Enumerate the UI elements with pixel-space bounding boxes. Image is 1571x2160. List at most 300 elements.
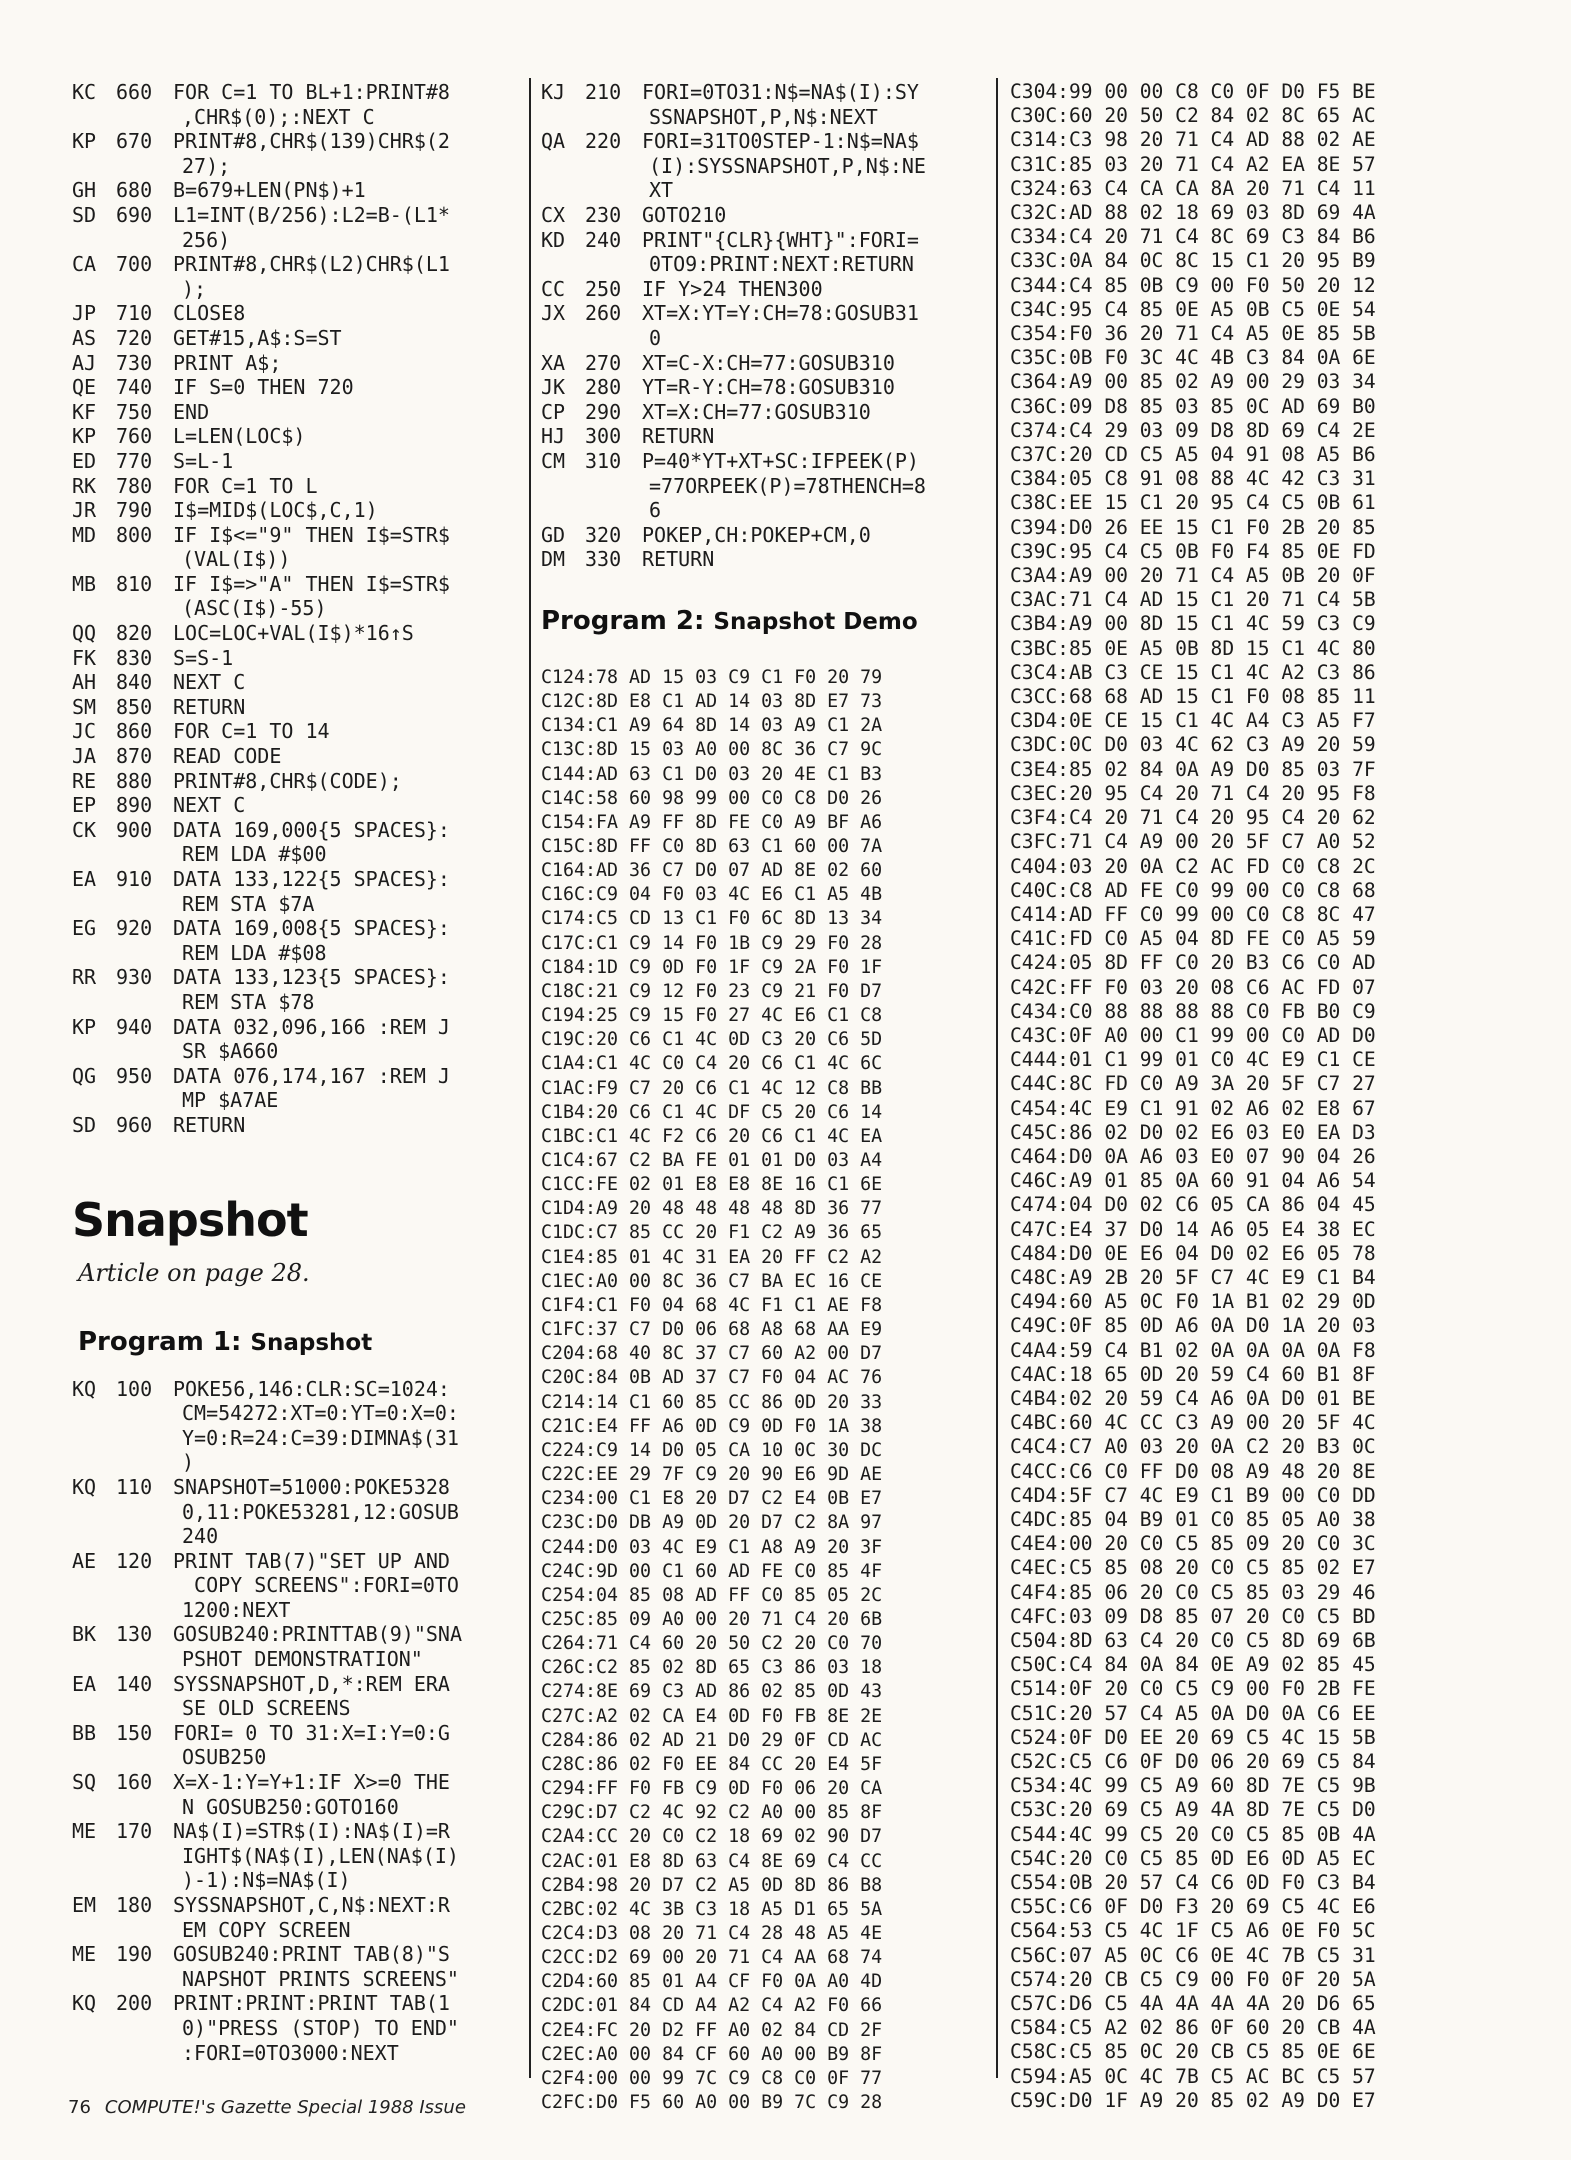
code-text: PRINT#8,CHR$(L2)CHR$(L1 ); <box>173 252 450 301</box>
hex-line: C2FC:D0 F5 60 A0 00 B9 7C C9 28 <box>541 2092 883 2114</box>
checksum: KD <box>541 227 566 252</box>
code-line <box>72 867 532 916</box>
hex-line: C344:C4 85 0B C9 00 F0 50 20 12 <box>1010 273 1376 297</box>
hex-line: C1D4:A9 20 48 48 48 48 8D 36 77 <box>541 1198 883 1220</box>
checksum: BB <box>72 1720 97 1745</box>
program-2-heading <box>541 606 993 636</box>
code-line <box>72 1549 532 1623</box>
line-number: 770 <box>116 448 153 473</box>
code-line <box>72 769 532 794</box>
hex-line: C544:4C 99 C5 20 C0 C5 85 0B 4A <box>1010 1822 1376 1846</box>
code-line <box>72 1475 532 1549</box>
hex-line: C554:0B 20 57 C4 C6 0D F0 C3 B4 <box>1010 1871 1376 1895</box>
hex-line: C424:05 8D FF C0 20 B3 C6 C0 AD <box>1010 951 1376 975</box>
code-line <box>541 203 993 228</box>
line-number: 110 <box>116 1474 153 1499</box>
hex-line: C234:00 C1 E8 20 D7 C2 E4 0B E7 <box>541 1488 883 1510</box>
hex-line: C3C4:AB C3 CE 15 C1 4C A2 C3 86 <box>1010 660 1376 684</box>
hex-line: C464:D0 0A A6 03 E0 07 90 04 26 <box>1010 1144 1376 1168</box>
checksum: EG <box>72 916 97 941</box>
code-text: RETURN <box>173 1112 246 1137</box>
line-number: 820 <box>116 621 153 646</box>
code-text: NA$(I)=STR$(I):NA$(I)=R IGHT$(NA$(I),LEN(NA$(I) )-1):N$=NA$(I) <box>173 1819 459 1893</box>
hex-line: C154:FA A9 FF 8D FE C0 A9 BF A6 <box>541 811 883 833</box>
checksum: AE <box>72 1548 97 1573</box>
hex-line: C58C:C5 85 0C 20 CB C5 85 0E 6E <box>1010 2040 1376 2064</box>
hex-line: C24C:9D 00 C1 60 AD FE C0 85 4F <box>541 1560 883 1582</box>
code-line <box>72 818 532 867</box>
line-number: 710 <box>116 301 153 326</box>
code-text: DATA 032,096,166 :REM J SR $A660 <box>173 1014 450 1064</box>
checksum: DM <box>541 547 566 572</box>
line-number: 740 <box>116 375 153 400</box>
code-text: PRINT TAB(7)"SET UP AND COPY SCREENS":FORI=0TO 1200:NEXT <box>173 1548 459 1622</box>
line-number: 900 <box>116 817 153 842</box>
hex-line: C30C:60 20 50 C2 84 02 8C 65 AC <box>1010 104 1376 128</box>
hex-line: C1A4:C1 4C C0 C4 20 C6 C1 4C 6C <box>541 1053 883 1075</box>
code-line <box>72 498 532 523</box>
hex-line: C434:C0 88 88 88 88 C0 FB B0 C9 <box>1010 999 1376 1023</box>
code-text: FORI=31TO0STEP-1:N$=NA$ (I):SYSSNAPSHOT,P,N$:NE XT <box>642 129 926 203</box>
hex-line: C45C:86 02 D0 02 E6 03 E0 EA D3 <box>1010 1120 1376 1144</box>
hex-line: C414:AD FF C0 99 00 C0 C8 8C 47 <box>1010 902 1376 926</box>
line-number: 870 <box>116 744 153 769</box>
hex-line: C4E4:00 20 C0 C5 85 09 20 C0 3C <box>1010 1532 1376 1556</box>
code-line <box>72 1064 532 1113</box>
checksum: EM <box>72 1893 97 1917</box>
hex-line: C2CC:D2 69 00 20 71 C4 AA 68 74 <box>541 1947 883 1969</box>
hex-line: C23C:D0 DB A9 0D 20 D7 C2 8A 97 <box>541 1512 883 1534</box>
code-text: S=S-1 <box>173 645 234 670</box>
line-number: 120 <box>116 1548 153 1573</box>
hex-line: C17C:C1 C9 14 F0 1B C9 29 F0 28 <box>541 932 883 954</box>
hex-line: C214:14 C1 60 85 CC 86 0D 20 33 <box>541 1391 883 1413</box>
program-1-listing-continued <box>541 80 993 572</box>
code-line <box>541 400 993 425</box>
checksum: MB <box>72 571 97 596</box>
hex-line: C32C:AD 88 02 18 69 03 8D 69 4A <box>1010 201 1376 225</box>
code-text: GOTO210 <box>642 202 727 227</box>
line-number: 760 <box>116 424 153 449</box>
code-text: GOSUB240:PRINT TAB(8)"S NAPSHOT PRINTS SCREENS" <box>173 1942 459 1991</box>
code-line <box>541 375 993 400</box>
hex-line: C194:25 C9 15 F0 27 4C E6 C1 C8 <box>541 1005 883 1027</box>
code-text: NEXT C <box>173 793 246 818</box>
line-number: 300 <box>585 424 622 449</box>
line-number: 910 <box>116 867 153 891</box>
line-number: 920 <box>116 916 153 941</box>
hex-line: C3FC:71 C4 A9 00 20 5F C7 A0 52 <box>1010 830 1376 854</box>
code-text: L1=INT(B/256):L2=B-(L1* 256) <box>173 202 450 252</box>
line-number: 950 <box>116 1063 153 1088</box>
code-line <box>72 1622 532 1671</box>
hex-line: C1F4:C1 F0 04 68 4C F1 C1 AE F8 <box>541 1294 883 1316</box>
hex-dump-part-2 <box>1010 80 1480 2113</box>
checksum: CA <box>72 252 97 277</box>
hex-line: C31C:85 03 20 71 C4 A2 EA 8E 57 <box>1010 152 1376 176</box>
code-text: I$=MID$(LOC$,C,1) <box>173 498 378 523</box>
code-line <box>72 1991 532 2065</box>
code-line <box>72 449 532 474</box>
code-text: GET#15,A$:S=ST <box>173 325 342 350</box>
hex-line: C564:53 C5 4C 1F C5 A6 0E F0 5C <box>1010 1919 1376 1943</box>
hex-line: C42C:FF F0 03 20 08 C6 AC FD 07 <box>1010 975 1376 999</box>
checksum: KF <box>72 399 97 424</box>
code-line <box>541 424 993 449</box>
hex-line: C46C:A9 01 85 0A 60 91 04 A6 54 <box>1010 1169 1376 1193</box>
code-line <box>72 1113 532 1138</box>
code-text: PRINT#8,CHR$(CODE); <box>173 768 402 793</box>
line-number: 730 <box>116 350 153 375</box>
hex-line: C164:AD 36 C7 D0 07 AD 8E 02 60 <box>541 860 883 882</box>
checksum: SD <box>72 1112 97 1137</box>
line-number: 240 <box>585 227 622 252</box>
code-text: FORI= 0 TO 31:X=I:Y=0:G OSUB250 <box>173 1720 450 1770</box>
line-number: 700 <box>116 252 153 277</box>
hex-line: C514:0F 20 C0 C5 C9 00 F0 2B FE <box>1010 1677 1376 1701</box>
line-number: 250 <box>585 276 622 301</box>
checksum: BK <box>72 1622 97 1647</box>
code-line <box>72 1721 532 1770</box>
hex-line: C1AC:F9 C7 20 C6 C1 4C 12 C8 BB <box>541 1077 883 1099</box>
code-line <box>72 424 532 449</box>
checksum: AS <box>72 325 97 350</box>
code-text: PRINT#8,CHR$(139)CHR$(2 27); <box>173 129 450 178</box>
checksum: GD <box>541 522 566 547</box>
code-line <box>541 547 993 572</box>
code-text: RETURN <box>173 694 246 719</box>
code-text: XT=C-X:CH=77:GOSUB310 <box>642 350 895 375</box>
code-line <box>72 572 532 621</box>
hex-line: C15C:8D FF C0 8D 63 C1 60 00 7A <box>541 835 883 857</box>
hex-line: C124:78 AD 15 03 C9 C1 F0 20 79 <box>541 666 883 688</box>
hex-line: C1CC:FE 02 01 E8 E8 8E 16 C1 6E <box>541 1174 883 1196</box>
code-text: POKE56,146:CLR:SC=1024: CM=54272:XT=0:YT=0:X=0: Y=0:R=24:C=39:DIMNA$(31 ) <box>173 1376 459 1475</box>
hex-line: C29C:D7 C2 4C 92 C2 A0 00 85 8F <box>541 1802 883 1824</box>
code-text: PRINT:PRINT:PRINT TAB(1 0)"PRESS (STOP) TO END" :FORI=0TO3000:NEXT <box>173 1991 459 2065</box>
checksum: CX <box>541 202 566 227</box>
checksum: ED <box>72 448 97 473</box>
code-text: END <box>173 399 210 424</box>
hex-line: C2BC:02 4C 3B C3 18 A5 D1 65 5A <box>541 1898 883 1920</box>
checksum: EA <box>72 1671 97 1696</box>
code-text: FOR C=1 TO L <box>173 473 318 498</box>
line-number: 930 <box>116 965 153 990</box>
hex-line: C534:4C 99 C5 A9 60 8D 7E C5 9B <box>1010 1774 1376 1798</box>
checksum: AJ <box>72 350 97 375</box>
code-text: IF Y>24 THEN300 <box>642 276 823 301</box>
hex-line: C27C:A2 02 CA E4 0D F0 FB 8E 2E <box>541 1705 883 1727</box>
article-reference: Article on page 28. <box>78 1258 310 1287</box>
checksum: JR <box>72 498 97 523</box>
hex-line: C18C:21 C9 12 F0 23 C9 21 F0 D7 <box>541 980 883 1002</box>
hex-line: C59C:D0 1F A9 20 85 02 A9 D0 E7 <box>1010 2088 1376 2112</box>
column-1 <box>72 80 532 2065</box>
hex-line: C144:AD 63 C1 D0 03 20 4E C1 B3 <box>541 763 883 785</box>
code-text: IF S=0 THEN 720 <box>173 375 354 400</box>
hex-line: C3E4:85 02 84 0A A9 D0 85 03 7F <box>1010 757 1376 781</box>
hex-line: C53C:20 69 C5 A9 4A 8D 7E C5 D0 <box>1010 1798 1376 1822</box>
code-line <box>72 1893 532 1942</box>
line-number: 290 <box>585 399 622 424</box>
line-number: 170 <box>116 1819 153 1844</box>
code-text: P=40*YT+XT+SC:IFPEEK(P) =77ORPEEK(P)=78THENCH=8 6 <box>642 448 926 523</box>
code-text: PRINT A$; <box>173 350 282 375</box>
hex-line: C20C:84 0B AD 37 C7 F0 04 AC 76 <box>541 1367 883 1389</box>
hex-line: C4B4:02 20 59 C4 A6 0A D0 01 BE <box>1010 1386 1376 1410</box>
code-text: SYSSNAPSHOT,C,N$:NEXT:R EM COPY SCREEN <box>173 1893 450 1942</box>
hex-line: C57C:D6 C5 4A 4A 4A 4A 20 D6 65 <box>1010 1992 1376 2016</box>
checksum: CK <box>72 817 97 842</box>
code-text: GOSUB240:PRINTTAB(9)"SNA PSHOT DEMONSTRATION" <box>173 1622 462 1672</box>
code-text: L=LEN(LOC$) <box>173 424 306 449</box>
checksum: EP <box>72 793 97 818</box>
hex-line: C394:D0 26 EE 15 C1 F0 2B 20 85 <box>1010 515 1376 539</box>
checksum: JA <box>72 744 97 769</box>
code-line <box>72 646 532 671</box>
page-number: 76 <box>68 2097 91 2118</box>
line-number: 190 <box>116 1942 153 1967</box>
line-number: 320 <box>585 522 622 547</box>
hex-line: C2DC:01 84 CD A4 A2 C4 A2 F0 66 <box>541 1995 883 2017</box>
code-text: RETURN <box>642 547 715 572</box>
program-2-label: Program 2: <box>541 605 705 636</box>
hex-line: C1B4:20 C6 C1 4C DF C5 20 C6 14 <box>541 1101 883 1123</box>
line-number: 860 <box>116 719 153 744</box>
code-line <box>72 1770 532 1819</box>
line-number: 150 <box>116 1720 153 1745</box>
code-line <box>72 1377 532 1475</box>
hex-line: C3B4:A9 00 8D 15 C1 4C 59 C3 C9 <box>1010 612 1376 636</box>
hex-line: C484:D0 0E E6 04 D0 02 E6 05 78 <box>1010 1241 1376 1265</box>
line-number: 850 <box>116 694 153 719</box>
code-line <box>72 1015 532 1064</box>
hex-line: C56C:07 A5 0C C6 0E 4C 7B C5 31 <box>1010 1943 1376 1967</box>
line-number: 660 <box>116 80 153 104</box>
code-line <box>72 695 532 720</box>
checksum: ME <box>72 1942 97 1967</box>
hex-line: C4AC:18 65 0D 20 59 C4 60 B1 8F <box>1010 1362 1376 1386</box>
hex-line: C474:04 D0 02 C6 05 CA 86 04 45 <box>1010 1193 1376 1217</box>
code-text: DATA 169,000{5 SPACES}: REM LDA #$00 <box>173 817 450 867</box>
code-text: IF I$=>"A" THEN I$=STR$ (ASC(I$)-55) <box>173 571 450 621</box>
hex-line: C204:68 40 8C 37 C7 60 A2 00 D7 <box>541 1343 883 1365</box>
hex-line: C384:05 C8 91 08 88 4C 42 C3 31 <box>1010 467 1376 491</box>
checksum: EA <box>72 867 97 891</box>
hex-line: C34C:95 C4 85 0E A5 0B C5 0E 54 <box>1010 297 1376 321</box>
line-number: 270 <box>585 350 622 375</box>
line-number: 830 <box>116 645 153 670</box>
hex-line: C4EC:C5 85 08 20 C0 C5 85 02 E7 <box>1010 1556 1376 1580</box>
checksum: JC <box>72 719 97 744</box>
code-line <box>72 80 532 129</box>
hex-line: C3CC:68 68 AD 15 C1 F0 08 85 11 <box>1010 685 1376 709</box>
hex-line: C224:C9 14 D0 05 CA 10 0C 30 DC <box>541 1439 883 1461</box>
code-line <box>72 129 532 178</box>
checksum: JK <box>541 375 566 400</box>
checksum: QQ <box>72 621 97 646</box>
hex-line: C2B4:98 20 D7 C2 A5 0D 8D 86 B8 <box>541 1874 883 1896</box>
hex-line: C374:C4 29 03 09 D8 8D 69 C4 2E <box>1010 418 1376 442</box>
hex-line: C12C:8D E8 C1 AD 14 03 8D E7 73 <box>541 691 883 713</box>
hex-line: C3A4:A9 00 20 71 C4 A5 0B 20 0F <box>1010 564 1376 588</box>
line-number: 130 <box>116 1622 153 1647</box>
hex-line: C19C:20 C6 C1 4C 0D C3 20 C6 5D <box>541 1029 883 1051</box>
hex-line: C39C:95 C4 C5 0B F0 F4 85 0E FD <box>1010 539 1376 563</box>
hex-dump-part-1 <box>541 666 993 2115</box>
hex-line: C584:C5 A2 02 86 0F 60 20 CB 4A <box>1010 2016 1376 2040</box>
checksum: SM <box>72 694 97 719</box>
code-text: NEXT C <box>173 670 246 695</box>
hex-line: C4CC:C6 C0 FF D0 08 A9 48 20 8E <box>1010 1459 1376 1483</box>
hex-line: C2D4:60 85 01 A4 CF F0 0A A0 4D <box>541 1971 883 1993</box>
hex-line: C4D4:5F C7 4C E9 C1 B9 00 C0 DD <box>1010 1483 1376 1507</box>
hex-line: C1C4:67 C2 BA FE 01 01 D0 03 A4 <box>541 1150 883 1171</box>
checksum: CM <box>541 448 566 473</box>
code-text: RETURN <box>642 424 715 449</box>
publication-name: COMPUTE!'s Gazette Special 1988 Issue <box>104 2097 466 2118</box>
checksum: GH <box>72 178 97 203</box>
line-number: 940 <box>116 1014 153 1039</box>
checksum: QE <box>72 375 97 400</box>
code-line <box>72 621 532 646</box>
line-number: 680 <box>116 178 153 203</box>
hex-line: C594:A5 0C 4C 7B C5 AC BC C5 57 <box>1010 2064 1376 2088</box>
column-divider-right <box>996 78 998 2078</box>
checksum: KQ <box>72 1991 97 2016</box>
checksum: QG <box>72 1063 97 1088</box>
line-number: 220 <box>585 129 622 154</box>
hex-line: C134:C1 A9 64 8D 14 03 A9 C1 2A <box>541 715 883 737</box>
hex-line: C4C4:C7 A0 03 20 0A C2 20 B3 0C <box>1010 1435 1376 1459</box>
code-line <box>541 129 993 203</box>
hex-line: C1EC:A0 00 8C 36 C7 BA EC 16 CE <box>541 1270 883 1292</box>
checksum: HJ <box>541 424 566 449</box>
program-1-label: Program 1: <box>78 1326 242 1357</box>
hex-line: C37C:20 CD C5 A5 04 91 08 A5 B6 <box>1010 443 1376 467</box>
program-1-name: Snapshot <box>250 1329 373 1356</box>
hex-line: C28C:86 02 F0 EE 84 CC 20 E4 5F <box>541 1753 883 1775</box>
line-number: 280 <box>585 375 622 400</box>
hex-line: C26C:C2 85 02 8D 65 C3 86 03 18 <box>541 1657 883 1679</box>
hex-line: C294:FF F0 FB C9 0D F0 06 20 CA <box>541 1778 883 1800</box>
checksum: JP <box>72 301 97 326</box>
hex-line: C50C:C4 84 0A 84 0E A9 02 85 45 <box>1010 1653 1376 1677</box>
code-text: POKEP,CH:POKEP+CM,0 <box>642 522 871 547</box>
hex-line: C174:C5 CD 13 C1 F0 6C 8D 13 34 <box>541 908 883 930</box>
checksum: CC <box>541 276 566 301</box>
hex-line: C314:C3 98 20 71 C4 AD 88 02 AE <box>1010 128 1376 152</box>
line-number: 310 <box>585 448 622 473</box>
hex-line: C3BC:85 0E A5 0B 8D 15 C1 4C 80 <box>1010 636 1376 660</box>
hex-line: C21C:E4 FF A6 0D C9 0D F0 1A 38 <box>541 1415 883 1437</box>
code-text: FORI=0TO31:N$=NA$(I):SY SSNAPSHOT,P,N$:NEXT <box>642 80 919 129</box>
hex-line: C25C:85 09 A0 00 20 71 C4 20 6B <box>541 1608 883 1630</box>
checksum: RE <box>72 768 97 793</box>
code-line <box>72 474 532 499</box>
hex-line: C44C:8C FD C0 A9 3A 20 5F C7 27 <box>1010 1072 1376 1096</box>
code-line <box>72 670 532 695</box>
line-number: 140 <box>116 1671 153 1696</box>
hex-line: C4F4:85 06 20 C0 C5 85 03 29 46 <box>1010 1580 1376 1604</box>
code-line <box>541 80 993 129</box>
code-text: XT=X:CH=77:GOSUB310 <box>642 399 871 424</box>
column-2 <box>541 80 993 2115</box>
checksum: QA <box>541 129 566 154</box>
line-number: 330 <box>585 547 622 572</box>
code-text: DATA 169,008{5 SPACES}: REM LDA #$08 <box>173 916 450 965</box>
hex-line: C1FC:37 C7 D0 06 68 A8 68 AA E9 <box>541 1319 883 1341</box>
checksum: KQ <box>72 1474 97 1499</box>
hex-line: C4DC:85 04 B9 01 C0 85 05 A0 38 <box>1010 1507 1376 1531</box>
code-text: FOR C=1 TO BL+1:PRINT#8 ,CHR$(0);:NEXT C <box>173 80 450 129</box>
checksum: KJ <box>541 80 566 104</box>
hex-line: C254:04 85 08 AD FF C0 85 05 2C <box>541 1584 883 1606</box>
code-text: PRINT"{CLR}{WHT}":FORI= 0TO9:PRINT:NEXT:RETURN <box>642 227 919 277</box>
hex-line: C404:03 20 0A C2 AC FD C0 C8 2C <box>1010 854 1376 878</box>
line-number: 960 <box>116 1112 153 1137</box>
hex-line: C354:F0 36 20 71 C4 A5 0E 85 5B <box>1010 322 1376 346</box>
hex-line: C54C:20 C0 C5 85 0D E6 0D A5 EC <box>1010 1846 1376 1870</box>
code-line <box>541 228 993 277</box>
line-number: 800 <box>116 522 153 547</box>
hex-line: C2E4:FC 20 D2 FF A0 02 84 CD 2F <box>541 2019 883 2041</box>
line-number: 180 <box>116 1893 153 1917</box>
code-text: DATA 076,174,167 :REM J MP $A7AE <box>173 1063 450 1113</box>
line-number: 840 <box>116 670 153 695</box>
code-text: S=L-1 <box>173 448 234 473</box>
hex-line: C2C4:D3 08 20 71 C4 28 48 A5 4E <box>541 1923 883 1944</box>
code-text: LOC=LOC+VAL(I$)*16↑S <box>173 621 414 646</box>
code-line <box>72 744 532 769</box>
code-text: DATA 133,123{5 SPACES}: REM STA $78 <box>173 965 450 1014</box>
code-line <box>72 916 532 965</box>
checksum: MD <box>72 522 97 547</box>
line-number: 810 <box>116 571 153 596</box>
code-line <box>72 523 532 572</box>
code-line <box>72 719 532 744</box>
checksum: SD <box>72 202 97 227</box>
code-line <box>72 375 532 400</box>
line-number: 720 <box>116 325 153 350</box>
code-line <box>541 449 993 523</box>
code-line <box>541 351 993 376</box>
article-title: Snapshot <box>72 1192 308 1247</box>
line-number: 780 <box>116 473 153 498</box>
hex-line: C1E4:85 01 4C 31 EA 20 FF C2 A2 <box>541 1246 883 1268</box>
code-line <box>72 1942 532 1991</box>
hex-line: C3EC:20 95 C4 20 71 C4 20 95 F8 <box>1010 781 1376 805</box>
page-footer <box>68 2097 466 2118</box>
line-number: 790 <box>116 498 153 523</box>
hex-line: C3D4:0E CE 15 C1 4C A4 C3 A5 F7 <box>1010 709 1376 733</box>
hex-line: C3DC:0C D0 03 4C 62 C3 A9 20 59 <box>1010 733 1376 757</box>
code-line <box>72 1672 532 1721</box>
hex-line: C324:63 C4 CA CA 8A 20 71 C4 11 <box>1010 176 1376 200</box>
checksum: FK <box>72 645 97 670</box>
hex-line: C48C:A9 2B 20 5F C7 4C E9 C1 B4 <box>1010 1265 1376 1289</box>
code-text: FOR C=1 TO 14 <box>173 719 330 744</box>
hex-line: C13C:8D 15 03 A0 00 8C 36 C7 9C <box>541 739 883 761</box>
code-line <box>541 277 993 302</box>
hex-line: C52C:C5 C6 0F D0 06 20 69 C5 84 <box>1010 1750 1376 1774</box>
code-line <box>72 351 532 376</box>
hex-line: C574:20 CB C5 C9 00 F0 0F 20 5A <box>1010 1967 1376 1991</box>
code-text: SNAPSHOT=51000:POKE5328 0,11:POKE53281,12:GOSUB 240 <box>173 1474 459 1549</box>
hex-line: C41C:FD C0 A5 04 8D FE C0 A5 59 <box>1010 927 1376 951</box>
line-number: 100 <box>116 1376 153 1401</box>
code-line <box>72 965 532 1014</box>
